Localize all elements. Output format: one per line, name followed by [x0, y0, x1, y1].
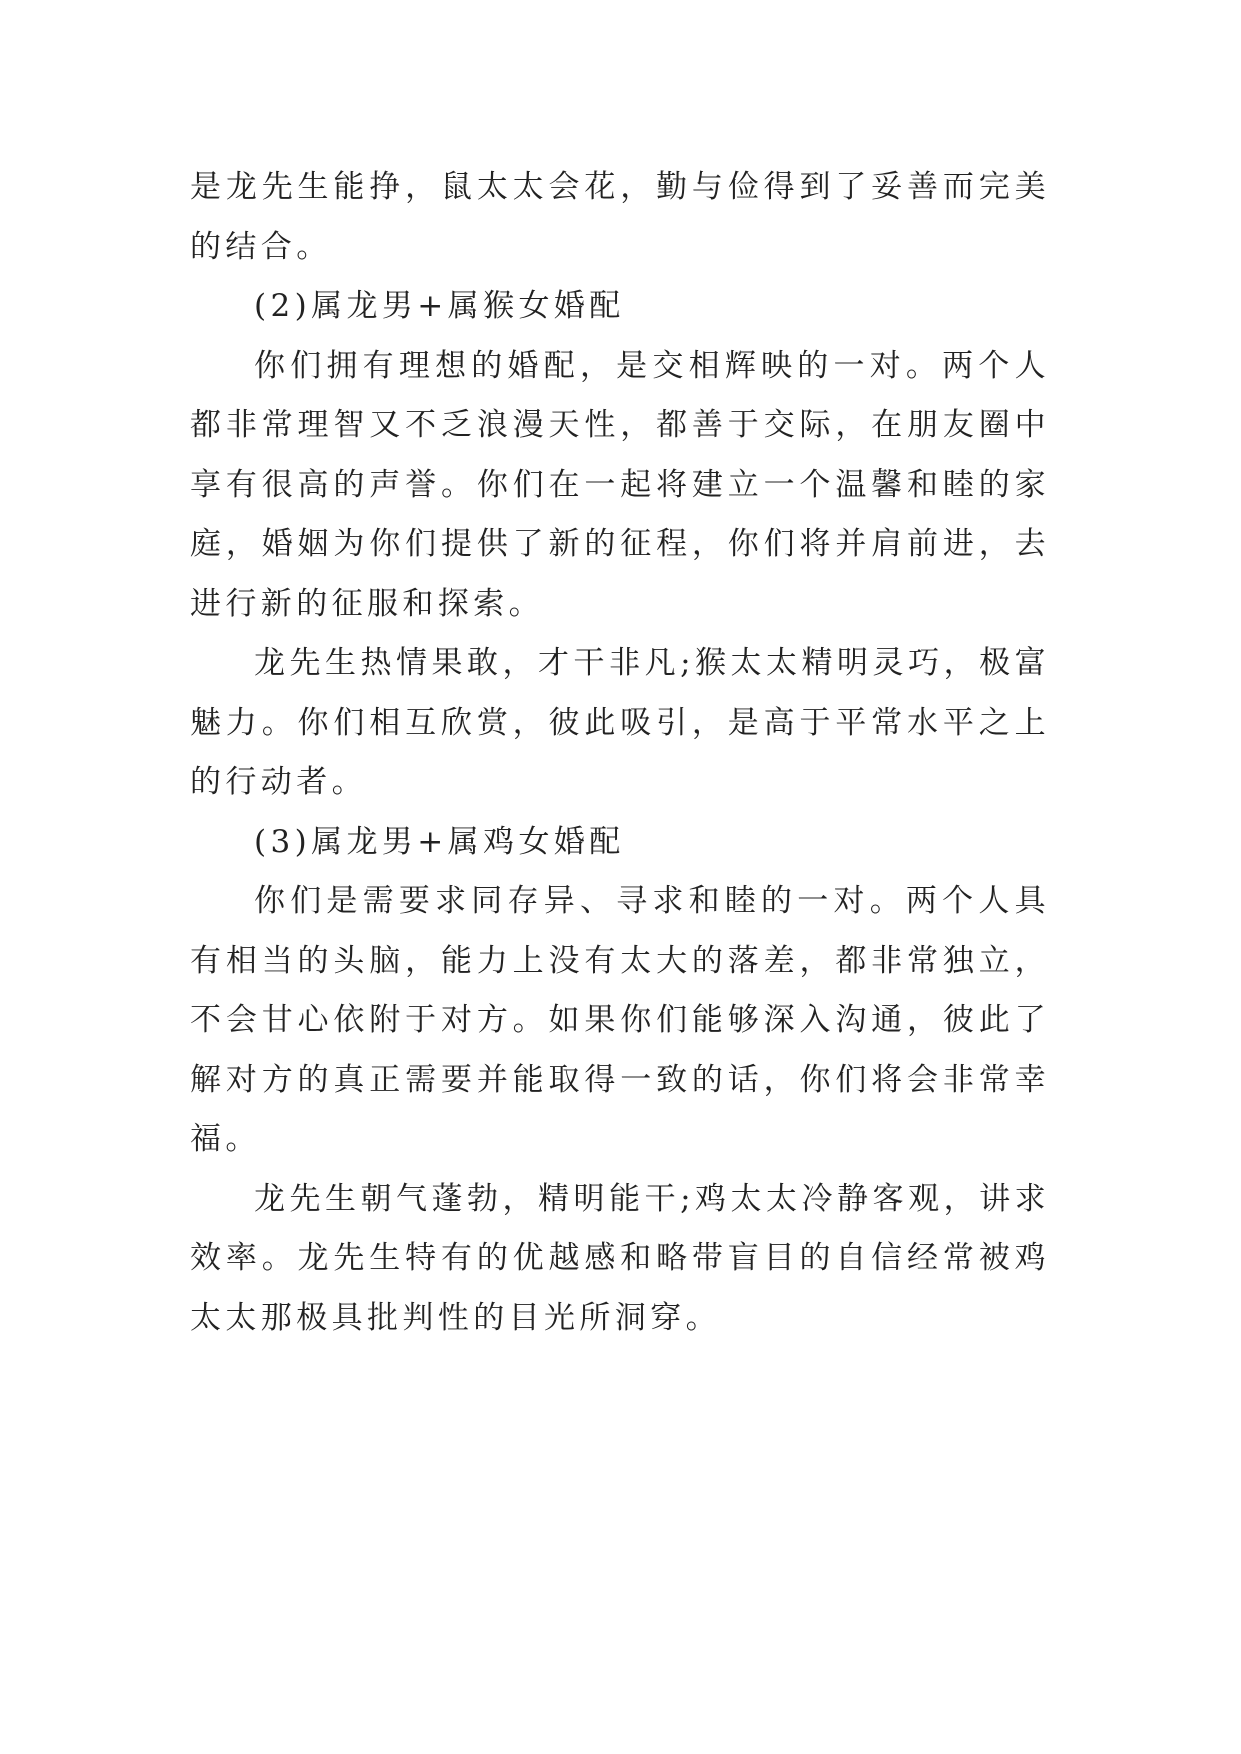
- section-heading-dragon-monkey: (2)属龙男+属猴女婚配: [254, 288, 625, 324]
- document-body: [190, 158, 1050, 1348]
- paragraph-dragon-monkey-traits: 龙先生热情果敢，才干非凡;猴太太精明灵巧，极富魅力。你们相互欣赏，彼此吸引，是高于平常水平之上的行动者。: [190, 645, 1050, 800]
- section-heading-dragon-rooster: (3)属龙男+属鸡女婚配: [254, 823, 625, 860]
- paragraph-continuation: 是龙先生能挣，鼠太太会花，勤与俭得到了妥善而完美的结合。: [190, 169, 1050, 265]
- paragraph-dragon-monkey-intro: 你们拥有理想的婚配，是交相辉映的一对。两个人都非常理智又不乏浪漫天性，都善于交际，在朋友圈中享有很高的声誉。你们在一起将建立一个温馨和睦的家庭，婚姻为你们提供了新的征程，你们将并肩前进，去进行新的征服和探索。: [190, 347, 1050, 622]
- paragraph-dragon-rooster-intro: 你们是需要求同存异、寻求和睦的一对。两个人具有相当的头脑，能力上没有太大的落差，都非常独立，不会甘心依附于对方。如果你们能够深入沟通，彼此了解对方的真正需要并能取得一致的话，你们将会非常幸福。: [190, 883, 1050, 1157]
- paragraph-dragon-rooster-traits: 龙先生朝气蓬勃，精明能干;鸡太太冷静客观，讲求效率。龙先生特有的优越感和略带盲目的自信经常被鸡太太那极具批判性的目光所洞穿。: [190, 1180, 1050, 1336]
